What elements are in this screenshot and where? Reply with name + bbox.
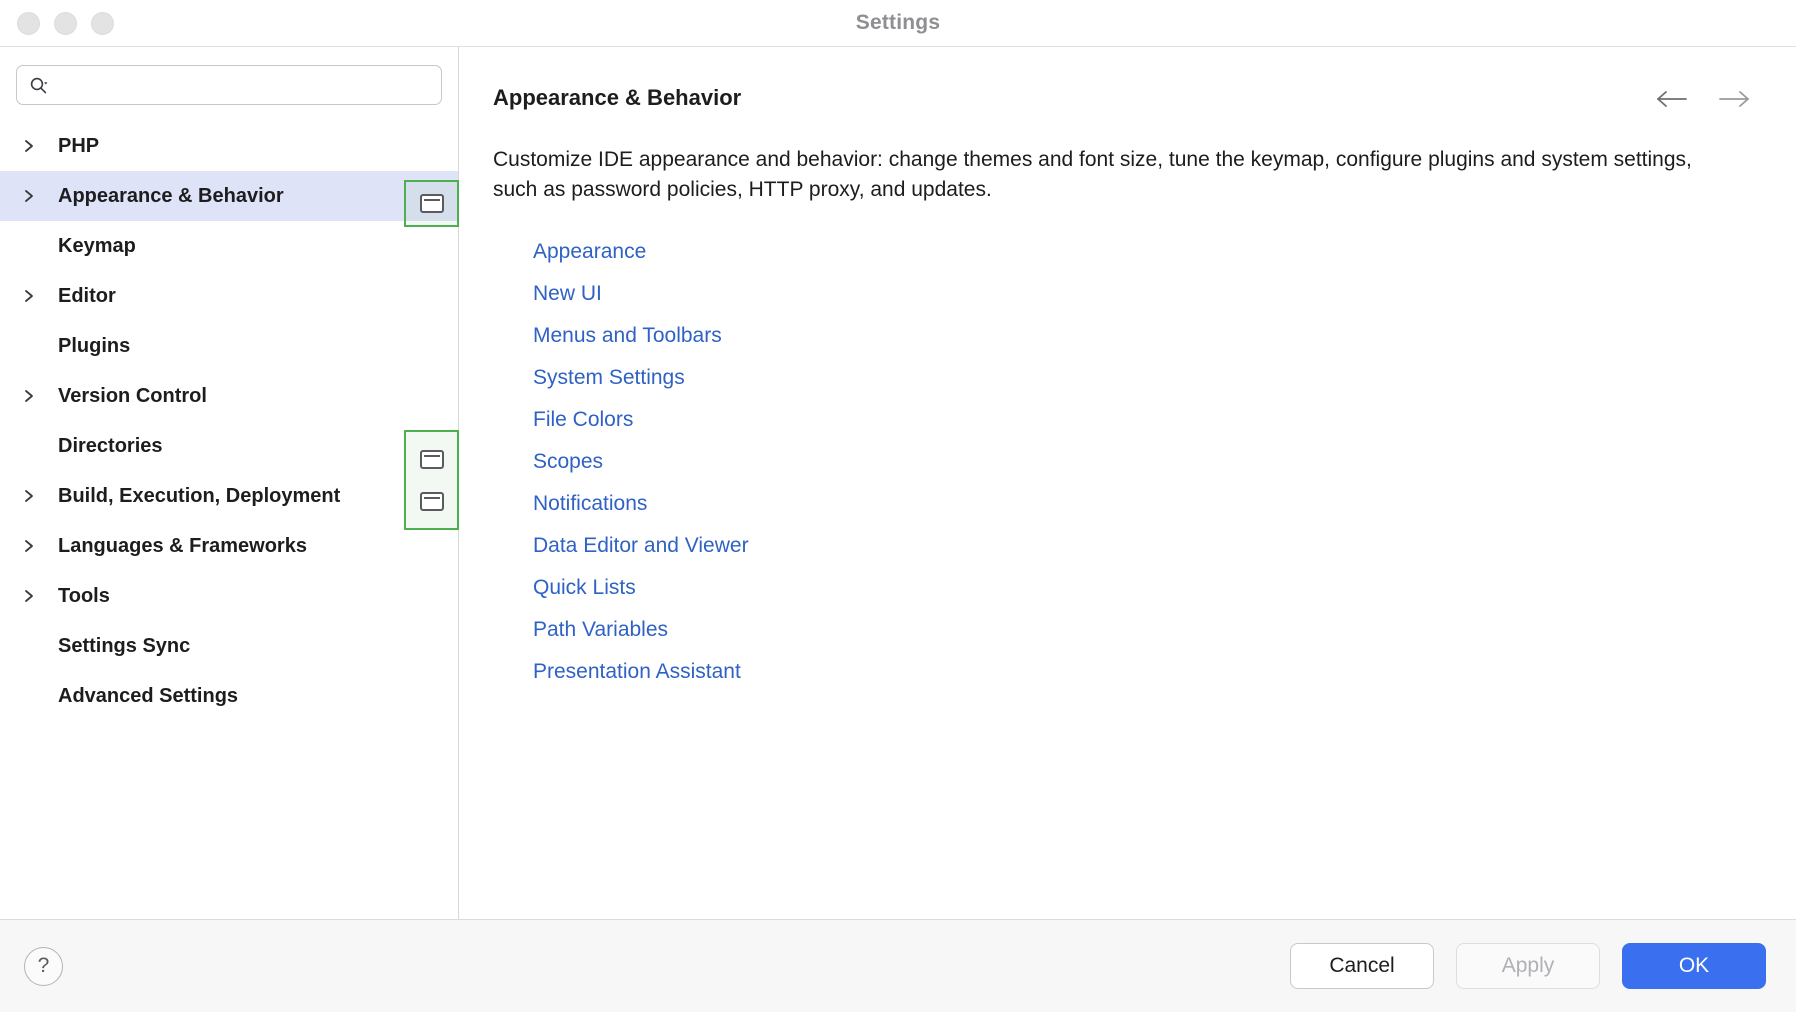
sidebar-item-label: Languages & Frameworks: [58, 534, 307, 557]
apply-button[interactable]: Apply: [1456, 943, 1600, 989]
search-container: [0, 47, 458, 119]
annotation-box-top: [404, 180, 459, 227]
panel-toggle-icon[interactable]: [420, 492, 444, 511]
annotation-box-bottom: [404, 430, 459, 530]
chevron-right-icon[interactable]: [24, 388, 46, 404]
search-icon: [29, 76, 48, 95]
link-scopes[interactable]: Scopes: [533, 449, 604, 473]
link-data-editor-and-viewer[interactable]: Data Editor and Viewer: [533, 533, 749, 557]
ok-button[interactable]: OK: [1622, 943, 1766, 989]
link-new-ui[interactable]: New UI: [533, 281, 602, 305]
title-bar: [0, 0, 1796, 46]
sidebar-item-advanced-settings[interactable]: [0, 671, 458, 721]
search-box[interactable]: [16, 65, 442, 105]
sidebar-item-version-control[interactable]: [0, 371, 458, 421]
sidebar-item-build-execution-deployment[interactable]: [0, 471, 458, 521]
sidebar-item-label: Appearance & Behavior: [58, 184, 284, 207]
nav-arrows: [1654, 85, 1752, 109]
sidebar-item-label: PHP: [58, 134, 100, 157]
settings-tree: [0, 119, 458, 919]
chevron-right-icon[interactable]: [24, 538, 46, 554]
chevron-right-icon[interactable]: [24, 588, 46, 604]
link-menus-and-toolbars[interactable]: Menus and Toolbars: [533, 323, 722, 347]
search-input[interactable]: [48, 66, 441, 104]
link-presentation-assistant[interactable]: Presentation Assistant: [533, 659, 741, 683]
sidebar-item-keymap[interactable]: [0, 221, 458, 271]
chevron-right-icon[interactable]: [24, 488, 46, 504]
link-path-variables[interactable]: Path Variables: [533, 617, 669, 641]
sidebar-item-label: Keymap: [58, 234, 136, 257]
chevron-right-icon[interactable]: [24, 138, 46, 154]
dialog-body: [0, 46, 1796, 919]
detail-header: [459, 47, 1796, 111]
dialog-footer: [0, 919, 1796, 1012]
sidebar-item-editor[interactable]: [0, 271, 458, 321]
forward-arrow-icon[interactable]: [1716, 89, 1752, 109]
sidebar-item-label: Build, Execution, Deployment: [58, 484, 341, 507]
sidebar-item-label: Directories: [58, 434, 163, 457]
link-system-settings[interactable]: System Settings: [533, 365, 685, 389]
cancel-button[interactable]: Cancel: [1290, 943, 1434, 989]
sidebar-item-languages-frameworks[interactable]: [0, 521, 458, 571]
panel-toggle-icon[interactable]: [420, 194, 444, 213]
sidebar-item-settings-sync[interactable]: [0, 621, 458, 671]
sidebar-item-label: Advanced Settings: [58, 684, 239, 707]
sidebar-item-php[interactable]: [0, 121, 458, 171]
settings-sidebar: [0, 47, 459, 919]
sidebar-item-tools[interactable]: [0, 571, 458, 621]
page-title: Appearance & Behavior: [493, 85, 742, 110]
help-button[interactable]: ?: [24, 947, 63, 986]
sidebar-item-label: Tools: [58, 584, 110, 607]
window-title: Settings: [855, 11, 941, 34]
panel-toggle-icon[interactable]: [420, 450, 444, 469]
sidebar-item-appearance-behavior[interactable]: [0, 171, 458, 221]
link-file-colors[interactable]: File Colors: [533, 407, 634, 431]
link-appearance[interactable]: Appearance: [533, 239, 647, 263]
link-notifications[interactable]: Notifications: [533, 491, 648, 515]
sidebar-item-label: Version Control: [58, 384, 207, 407]
page-description: Customize IDE appearance and behavior: change themes and font size, tune the keymap, configure plugins and system settings, such as password policies, HTTP proxy, and updates.: [493, 148, 1692, 201]
link-quick-lists[interactable]: Quick Lists: [533, 575, 636, 599]
chevron-right-icon[interactable]: [24, 188, 46, 204]
sidebar-item-label: Settings Sync: [58, 634, 191, 657]
settings-detail-panel: [459, 47, 1796, 919]
subpage-link-list: [459, 205, 1796, 693]
chevron-right-icon[interactable]: [24, 288, 46, 304]
back-arrow-icon[interactable]: [1654, 89, 1690, 109]
sidebar-item-label: Editor: [58, 284, 116, 307]
sidebar-item-label: Plugins: [58, 334, 131, 357]
sidebar-item-directories[interactable]: [0, 421, 458, 471]
sidebar-item-plugins[interactable]: [0, 321, 458, 371]
